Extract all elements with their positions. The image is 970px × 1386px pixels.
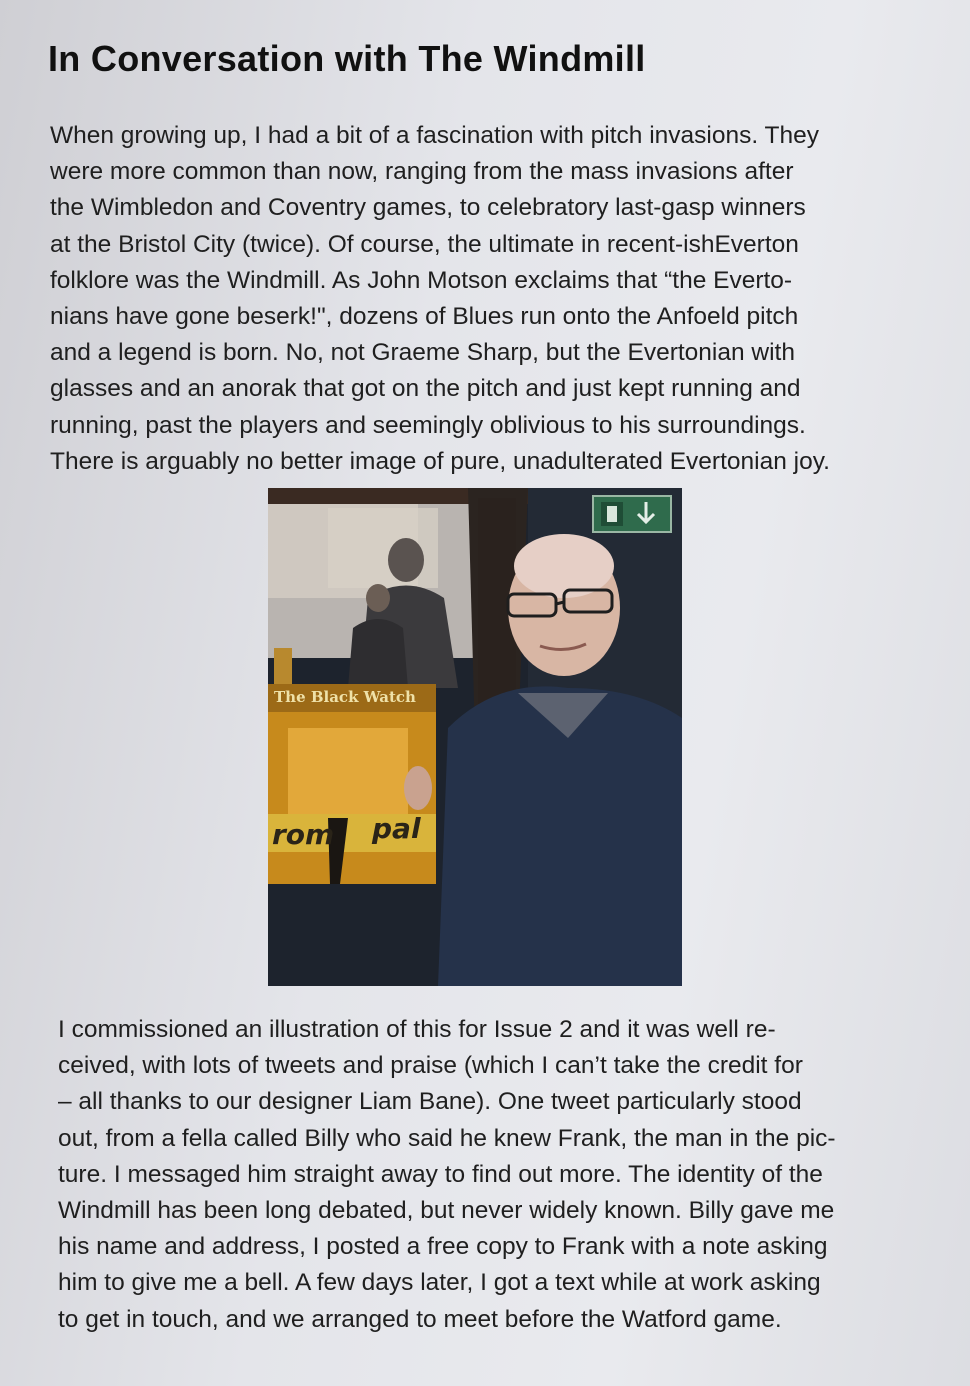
paragraph-line: at the Bristol City (twice). Of course, the ultimate in recent-ishEverton <box>50 230 799 258</box>
paragraph-line: his name and address, I posted a free copy to Frank with a note asking <box>58 1233 828 1261</box>
paragraph-line: When growing up, I had a bit of a fascination with pitch invasions. They <box>50 122 820 149</box>
paragraph-line: and a legend is born. No, not Graeme Sharp, but the Evertonian with <box>50 339 795 367</box>
body-paragraph <box>58 1012 948 1338</box>
paragraph-line: to get in touch, and we arranged to meet before the Watford game. <box>58 1305 782 1333</box>
paragraph-line: out, from a fella called Billy who said he knew Frank, the man in the pic- <box>58 1124 836 1152</box>
paragraph-line: I commissioned an illustration of this for Issue 2 and it was well re- <box>58 1016 776 1043</box>
paragraph-line: There is arguably no better image of pure, unadulterated Evertonian joy. <box>50 447 830 475</box>
paragraph-line: the Wimbledon and Coventry games, to celebratory last-gasp winners <box>50 194 806 222</box>
magazine-text-fragment: pal <box>372 812 421 845</box>
paragraph-line: ceived, with lots of tweets and praise (which I can’t take the credit for <box>58 1052 803 1080</box>
paragraph-line: were more common than now, ranging from the mass invasions after <box>50 158 794 186</box>
photo-illustration <box>268 488 682 986</box>
paragraph-line: Windmill has been long debated, but never widely known. Billy gave me <box>58 1197 835 1225</box>
magazine-title: The Black Watch <box>274 688 416 706</box>
paragraph-line: ture. I messaged him straight away to find out more. The identity of the <box>58 1160 823 1188</box>
article-photo <box>268 488 682 986</box>
paragraph-line: nians have gone beserk!", dozens of Blues run onto the Anfoeld pitch <box>50 303 799 331</box>
paragraph-line: glasses and an anorak that got on the pitch and just kept running and <box>50 375 801 403</box>
paragraph-line: – all thanks to our designer Liam Bane). One tweet particularly stood <box>58 1088 802 1116</box>
exit-sign-icon <box>593 496 671 532</box>
paragraph-line: running, past the players and seemingly oblivious to his surroundings. <box>50 411 806 439</box>
paragraph-line: folklore was the Windmill. As John Motson exclaims that “the Everto- <box>50 266 793 294</box>
paragraph-line: him to give me a bell. A few days later, I got a text while at work asking <box>58 1269 821 1297</box>
intro-paragraph <box>50 118 945 480</box>
article-title: In Conversation with The Windmill <box>48 38 646 79</box>
magazine-text-fragment: rom <box>272 818 335 851</box>
